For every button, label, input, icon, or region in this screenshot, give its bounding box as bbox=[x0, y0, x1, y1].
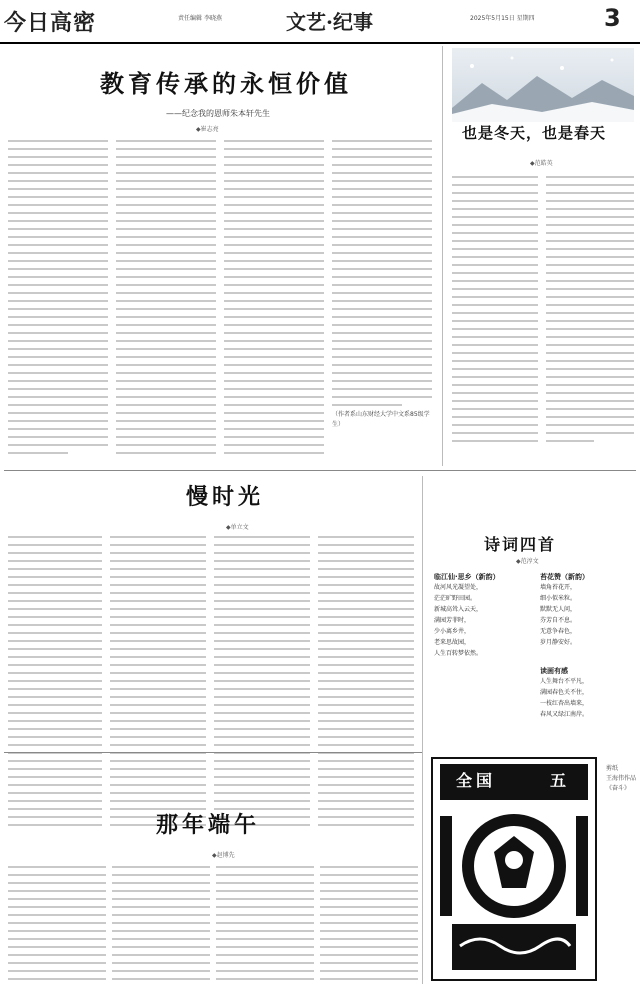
article2-col2 bbox=[546, 176, 634, 448]
editor-name: 李晓燕 bbox=[203, 15, 222, 22]
poem-line: 老来思故园， bbox=[434, 639, 471, 646]
article1-subtitle: ——纪念我的恩师朱本轩先生 bbox=[166, 109, 270, 118]
article5-col1 bbox=[8, 866, 106, 986]
poem-line: 少小离乡井， bbox=[434, 628, 471, 635]
papercut-caption bbox=[606, 764, 636, 794]
poem-2-title: 苔花赞（新韵） bbox=[540, 573, 589, 581]
poem-1 bbox=[434, 572, 530, 659]
article2-author: ◆范皓英 bbox=[530, 160, 553, 167]
article3-col2 bbox=[110, 536, 206, 832]
article2-title: 也是冬天，也是春天 bbox=[462, 124, 607, 142]
caption-line: 剪纸 bbox=[606, 765, 619, 772]
article1-col1 bbox=[8, 140, 108, 460]
winter-spring-illustration bbox=[452, 48, 634, 122]
poem-line: 新城高耸入云天， bbox=[434, 606, 483, 613]
poem-line: 无意争春色， bbox=[540, 628, 577, 635]
article5-title: 那年端午 bbox=[156, 812, 261, 838]
article1-footnote: （作者系山东财经大学中文系85级学生） bbox=[332, 411, 430, 428]
article1-title: 教育传承的永恒价值 bbox=[100, 69, 352, 98]
article5-col4 bbox=[320, 866, 418, 986]
article5-col2 bbox=[112, 866, 210, 986]
poem-line: 岁月静安好。 bbox=[540, 639, 577, 646]
article3-title: 慢时光 bbox=[186, 484, 265, 510]
masthead bbox=[0, 0, 640, 44]
poem-3-title: 读画有感 bbox=[540, 667, 568, 675]
poem-3 bbox=[540, 666, 634, 720]
article4-author: ◆范淳文 bbox=[516, 558, 539, 565]
poem-line: 芬芳自不息。 bbox=[540, 617, 577, 624]
article5-col3 bbox=[216, 866, 314, 986]
article1-col3 bbox=[224, 140, 324, 460]
weekday: 星期四 bbox=[516, 15, 535, 22]
article1-col2 bbox=[116, 140, 216, 460]
article3-col4 bbox=[318, 536, 414, 832]
article5-author: ◆赵博先 bbox=[212, 852, 235, 859]
caption-line: 《奋斗》 bbox=[606, 785, 631, 792]
papercut-text-left: 全国 bbox=[456, 771, 497, 790]
poem-line: 春风又绿江南岸。 bbox=[540, 711, 589, 718]
poem-line: 人生百转梦依然。 bbox=[434, 650, 483, 657]
article1-author: ◆崔志亮 bbox=[196, 126, 219, 133]
article2-col1 bbox=[452, 176, 538, 448]
paper-name: 今日高密 bbox=[4, 10, 97, 36]
poem-line: 细小似米粒。 bbox=[540, 595, 577, 602]
papercut-text-right: 五 bbox=[550, 771, 567, 790]
article1-col4 bbox=[332, 140, 432, 412]
poem-line: 墙角苔花开， bbox=[540, 584, 577, 591]
poem-1-title: 临江仙·思乡（新韵） bbox=[434, 573, 500, 581]
poem-line: 满园春色关不住， bbox=[540, 689, 589, 696]
poem-line: 默默无人问， bbox=[540, 606, 577, 613]
article3-col3 bbox=[214, 536, 310, 832]
poem-line: 故河风光凝望处， bbox=[434, 584, 483, 591]
issue-date: 2025年5月15日 bbox=[470, 15, 515, 22]
snow-landscape-icon bbox=[452, 48, 634, 122]
poem-line: 一枝红杏出墙来， bbox=[540, 700, 589, 707]
section-title: 文艺·纪事 bbox=[286, 10, 373, 34]
page-number: 3 bbox=[604, 4, 621, 32]
poem-line: 茫茫旷野田园。 bbox=[434, 595, 477, 602]
editor-label: 责任编辑 bbox=[178, 15, 203, 22]
poem-line: 满园芳菲时， bbox=[434, 617, 471, 624]
papercut-artwork bbox=[430, 756, 598, 982]
poem-line: 人生舞台不平凡， bbox=[540, 678, 589, 685]
article3-author: ◆单立文 bbox=[226, 524, 249, 531]
poem-2 bbox=[540, 572, 634, 648]
article4-title: 诗词四首 bbox=[484, 535, 557, 554]
caption-line: 王海伟作品 bbox=[606, 775, 637, 782]
article3-col1 bbox=[8, 536, 102, 832]
